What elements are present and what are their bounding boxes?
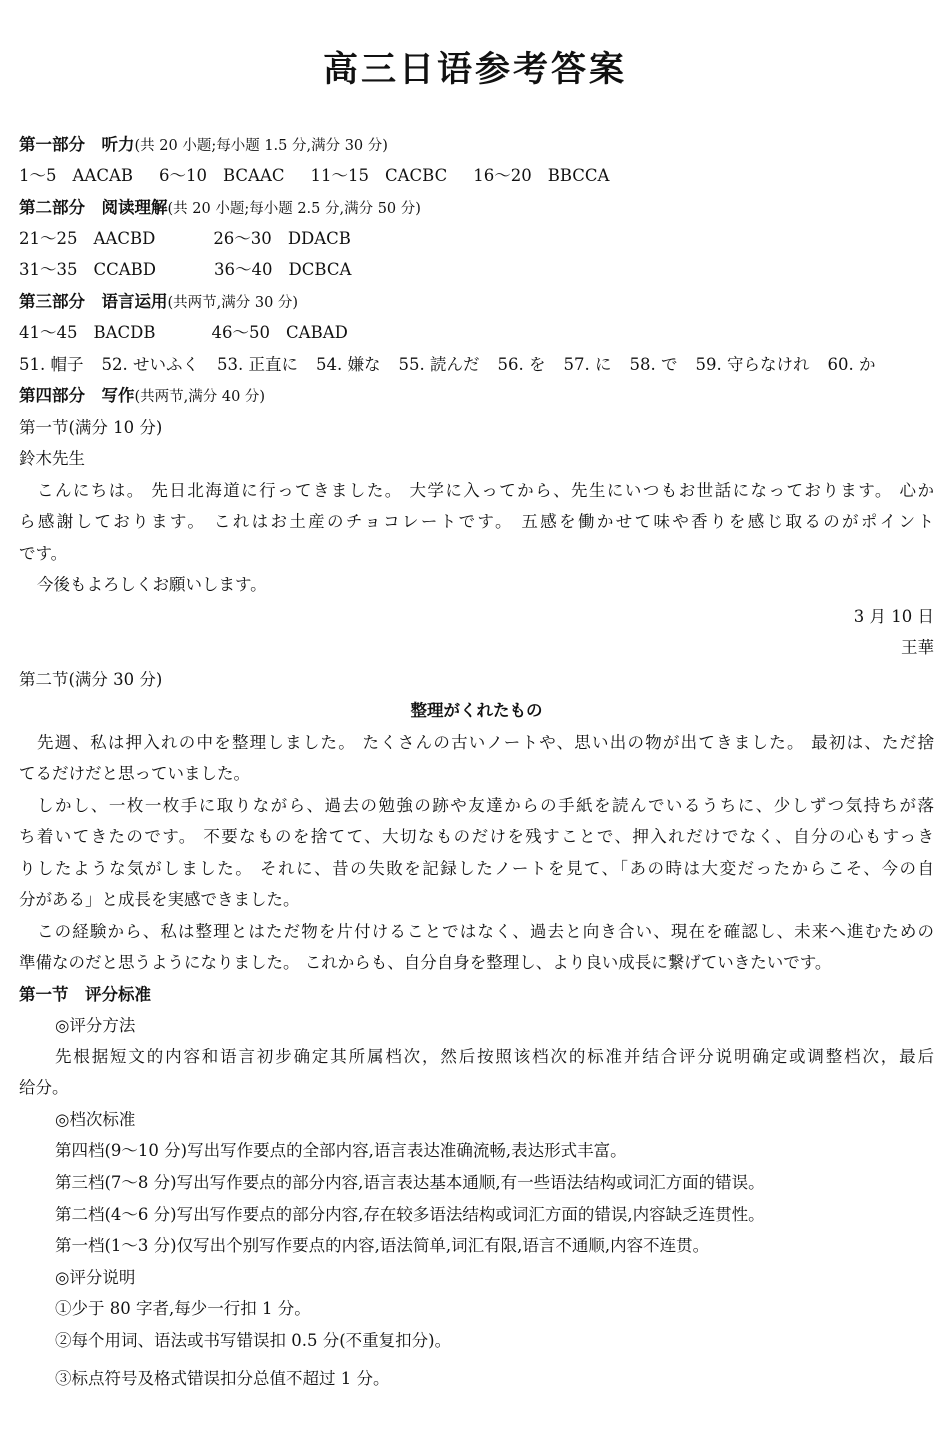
notes-heading: ◎评分说明 xyxy=(55,1268,136,1287)
part1-answers xyxy=(19,165,934,187)
answer-letters: AACAB xyxy=(72,166,133,185)
answer-range: 46～50 xyxy=(211,323,271,342)
levels-heading: ◎档次标准 xyxy=(55,1110,136,1129)
part3-heading-line xyxy=(19,291,934,314)
level-line: 第二档(4～6 分)写出写作要点的部分内容,存在较多语法结构或词汇方面的错误,内容缺乏连贯性。 xyxy=(55,1205,765,1224)
note-line: ②每个用词、语法或书写错误扣 0.5 分(不重复扣分)。 xyxy=(55,1331,452,1350)
note-line: ①少于 80 字者,每少一行扣 1 分。 xyxy=(55,1299,311,1318)
answer-range: 36～40 xyxy=(214,260,273,279)
answer-group xyxy=(473,165,609,187)
letter-body-line: こんにちは。 先日北海道に行ってきました。 大学に入ってから、先生にいつもお世話になっております。 心か xyxy=(37,481,934,500)
answer-letters: DDACB xyxy=(287,229,351,248)
method-line: 给分。 xyxy=(19,1078,69,1097)
essay-line: りしたような気がしました。 それに、昔の失敗を記録したノートを見て、「あの時は大変だったからこそ、今の自 xyxy=(19,859,934,878)
answer-range: 1～5 xyxy=(19,166,57,185)
answer-range: 41～45 xyxy=(19,323,78,342)
essay-line: 準備なのだと思うようになりました。 これからも、自分自身を整理し、より良い成長に繋げていきたいです。 xyxy=(19,953,832,972)
answer-range: 11～15 xyxy=(310,166,370,185)
answer-group xyxy=(214,259,351,281)
answer-letters: CABAD xyxy=(286,323,348,342)
answer-range: 21～25 xyxy=(19,229,78,248)
answer-group xyxy=(311,165,448,187)
letter-closing: 今後もよろしくお願いします。 xyxy=(37,575,267,594)
answer-group xyxy=(212,322,348,344)
answer-letters: BBCCA xyxy=(547,166,610,185)
answer-range: 31～35 xyxy=(19,260,78,279)
answer-range: 6～10 xyxy=(159,166,207,185)
fill-answer: 58. で xyxy=(629,355,678,374)
fill-answer: 51. 帽子 xyxy=(19,355,84,374)
answer-letters: DCBCA xyxy=(288,260,352,279)
part1-note: (共 20 小题;每小题 1.5 分,满分 30 分) xyxy=(134,138,388,154)
part2-answers-row2 xyxy=(19,259,934,281)
fill-answer: 56. を xyxy=(497,355,546,374)
part4-heading-line xyxy=(19,385,934,408)
essay-line: 分がある」と成長を実感できました。 xyxy=(19,890,300,909)
answer-letters: AACBD xyxy=(93,229,156,248)
answer-range: 26～30 xyxy=(213,229,272,248)
answer-letters: BACDB xyxy=(93,323,156,342)
answer-group xyxy=(213,228,351,250)
fill-answer: 60. か xyxy=(827,355,876,374)
fill-answer: 53. 正直に xyxy=(217,355,298,374)
answer-letters: CCABD xyxy=(93,260,157,279)
method-heading: ◎评分方法 xyxy=(55,1016,136,1035)
essay-line: しかし、一枚一枚手に取りながら、過去の勉強の跡や友達からの手紙を読んでいるうちに、少しずつ気持ちが落 xyxy=(37,796,934,815)
section2-heading: 第二节(满分 30 分) xyxy=(19,670,163,689)
essay-line: てるだけだと思っていました。 xyxy=(19,764,250,783)
essay-line: 先週、私は押入れの中を整理しました。 たくさんの古いノートや、思い出の物が出てきました。 最初は、ただ捨 xyxy=(37,733,934,752)
fill-answer: 59. 守らなけれ xyxy=(695,355,810,374)
letter-body-line: ら感謝しております。 これはお土産のチョコレートです。 五感を働かせて味や香りを感じ取るのがポイント xyxy=(19,512,934,531)
answer-group xyxy=(159,165,285,187)
part1-heading: 第一部分 听力 xyxy=(19,135,135,154)
letter-signature: 王華 xyxy=(901,638,934,657)
method-line: 先根据短文的内容和语言初步确定其所属档次，然后按照该档次的标准并结合评分说明确定或调整档次，最后 xyxy=(55,1047,934,1066)
fill-answer: 55. 読んだ xyxy=(398,355,480,374)
answer-group xyxy=(19,165,133,187)
fill-answer: 52. せいふく xyxy=(101,355,199,374)
answer-letters: CACBC xyxy=(385,166,448,185)
level-line: 第一档(1～3 分)仅写出个别写作要点的内容,语法简单,词汇有限,语言不通顺,内容不连贯。 xyxy=(55,1236,710,1255)
level-line: 第三档(7～8 分)写出写作要点的部分内容,语言表达基本通顺,有一些语法结构或词汇方面的错误。 xyxy=(55,1173,765,1192)
section1-heading: 第一节(满分 10 分) xyxy=(19,418,163,437)
part2-note: (共 20 小题;每小题 2.5 分,满分 50 分) xyxy=(167,201,421,217)
fill-answer: 54. 嫌な xyxy=(316,355,381,374)
part2-heading-line xyxy=(19,197,934,220)
answer-group xyxy=(19,228,155,250)
answer-letters: BCAAC xyxy=(223,166,285,185)
part2-heading: 第二部分 阅读理解 xyxy=(19,198,168,217)
scoring-heading: 第一节 评分标准 xyxy=(19,985,151,1004)
note-line-cropped: ③标点符号及格式错误扣分总值不超过 1 分。 xyxy=(55,1369,390,1388)
part3-heading: 第三部分 语言运用 xyxy=(19,292,168,311)
part3-note: (共两节,满分 30 分) xyxy=(167,295,299,311)
letter-date: 3 月 10 日 xyxy=(853,607,934,626)
essay-line: この経験から、私は整理とはただ物を片付けることではなく、過去と向き合い、現在を確認し、未来へ進むための xyxy=(37,922,934,941)
essay-line: ち着いてきたのです。 不要なものを捨てて、大切なものだけを残すことで、押入れだけでなく、自分の心もすっき xyxy=(19,827,934,846)
essay-title: 整理がくれたもの xyxy=(410,701,543,720)
page-title: 高三日语参考答案 xyxy=(322,50,627,90)
letter-body-line: です。 xyxy=(19,544,68,563)
part2-answers-row1 xyxy=(19,228,934,250)
answer-group xyxy=(19,259,156,281)
answer-range: 16～20 xyxy=(473,166,532,185)
answer-group xyxy=(19,322,156,344)
level-line: 第四档(9～10 分)写出写作要点的全部内容,语言表达准确流畅,表达形式丰富。 xyxy=(55,1141,627,1160)
part3-answers xyxy=(19,322,934,344)
part4-heading: 第四部分 写作 xyxy=(19,386,135,405)
letter-addressee: 鈴木先生 xyxy=(19,449,85,468)
part3-fill-answers xyxy=(19,354,934,376)
part4-note: (共两节,满分 40 分) xyxy=(134,389,266,405)
fill-answer: 57. に xyxy=(563,355,612,374)
part1-heading-line xyxy=(19,134,934,157)
